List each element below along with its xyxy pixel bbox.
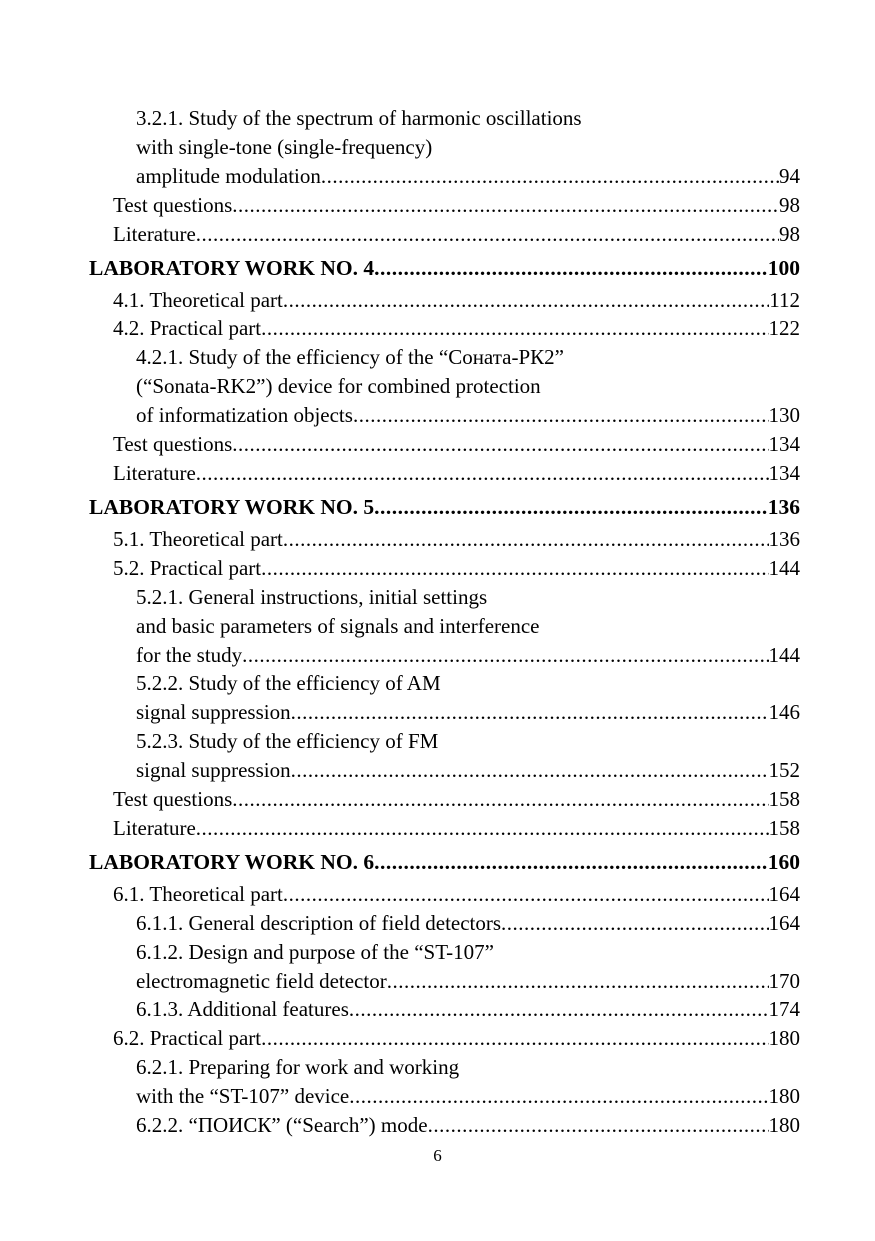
toc-section-entry <box>113 459 800 488</box>
toc-section-entry <box>113 220 800 249</box>
toc-chapter-entry <box>89 253 800 283</box>
toc-entry-line <box>113 880 800 909</box>
toc-section-entry <box>113 286 800 315</box>
toc-entry-line <box>113 430 800 459</box>
dot-leader <box>196 459 769 488</box>
toc-page-number: 130 <box>768 403 800 428</box>
dot-leader <box>349 995 769 1024</box>
toc-entry-title: 4.2. Practical part <box>113 316 262 341</box>
toc-entry-title-line: and basic parameters of signals and interference <box>136 613 540 638</box>
toc-entry-line <box>113 314 800 343</box>
toc-section-entry <box>113 191 800 220</box>
toc-page-number: 98 <box>779 192 800 217</box>
toc-page-number: 134 <box>768 460 800 485</box>
toc-page-number: 136 <box>767 494 800 519</box>
toc-subsection-entry <box>136 669 800 727</box>
dot-leader <box>232 785 768 814</box>
dot-leader <box>283 286 769 315</box>
dot-leader <box>374 847 768 877</box>
toc-entry-line <box>136 756 800 785</box>
toc-entry-line <box>113 1024 800 1053</box>
toc-page-number: 144 <box>768 555 800 580</box>
toc-section-entry <box>113 554 800 583</box>
toc-entry-title: for the study <box>136 642 243 667</box>
dot-leader <box>261 314 768 343</box>
toc-entry-title-line: (“Sonata-RK2”) device for combined protection <box>136 374 541 399</box>
toc-entry-title: 4.1. Theoretical part <box>113 287 283 312</box>
toc-entry-title: Test questions <box>113 192 233 217</box>
toc-entry-line <box>136 909 800 938</box>
toc-page-number: 94 <box>779 163 800 188</box>
toc-entry-title-line: 5.2.3. Study of the efficiency of FM <box>136 729 439 754</box>
dot-leader <box>501 909 768 938</box>
toc-section-entry <box>113 430 800 459</box>
dot-leader <box>374 253 768 283</box>
toc-entry-title-line: 6.2.1. Preparing for work and working <box>136 1055 460 1080</box>
toc-entry-title: Test questions <box>113 787 233 812</box>
toc-subsection-entry <box>136 583 800 670</box>
toc-subsection-entry <box>136 104 800 191</box>
toc-entry-title: 6.2.2. “ПОИСК” (“Search”) mode <box>136 1113 428 1138</box>
dot-leader <box>196 220 779 249</box>
toc-section-entry <box>113 785 800 814</box>
toc-entry-title-line: 5.2.1. General instructions, initial settings <box>136 584 488 609</box>
toc-subsection-entry <box>136 995 800 1024</box>
dot-leader <box>321 162 779 191</box>
toc-entry-title: 6.1.1. General description of field detectors <box>136 910 502 935</box>
toc-section-entry <box>113 525 800 554</box>
toc-entry-line <box>89 847 800 877</box>
toc-subsection-entry <box>136 727 800 785</box>
toc-entry-line <box>136 1111 800 1140</box>
toc-entry-title: 6.1. Theoretical part <box>113 881 283 906</box>
toc-page-number: 180 <box>768 1113 800 1138</box>
dot-leader <box>196 814 769 843</box>
toc-chapter-entry <box>89 847 800 877</box>
toc-entry-title-line: with single-tone (single-frequency) <box>136 134 433 159</box>
toc-entry-title: LABORATORY WORK NO. 5 <box>89 494 375 519</box>
dot-leader <box>232 191 779 220</box>
dot-leader <box>283 880 769 909</box>
toc-page-number: 112 <box>769 287 800 312</box>
toc-entry-title: 6.1.3. Additional features <box>136 997 349 1022</box>
toc-page-number: 164 <box>768 881 800 906</box>
toc-section-entry <box>113 880 800 909</box>
toc-page-number: 158 <box>768 815 800 840</box>
toc-entry-title-line: 4.2.1. Study of the efficiency of the “Соната-РК2” <box>136 345 564 370</box>
toc-section-entry <box>113 1024 800 1053</box>
toc-entry-line <box>136 995 800 1024</box>
toc-section-entry <box>113 314 800 343</box>
dot-leader <box>242 641 768 670</box>
toc-entry-title: amplitude modulation <box>136 163 321 188</box>
toc-entry-title-line: 3.2.1. Study of the spectrum of harmonic oscillations <box>136 106 582 130</box>
dot-leader <box>291 756 769 785</box>
dot-leader <box>428 1111 769 1140</box>
dot-leader <box>283 525 769 554</box>
dot-leader <box>387 967 769 996</box>
toc-entry-title: Literature <box>113 221 196 246</box>
toc-entry-line <box>113 286 800 315</box>
toc-entry-title: with the “ST-107” device <box>136 1084 350 1109</box>
toc-entry-line <box>89 492 800 522</box>
toc-entry-title: 5.2. Practical part <box>113 555 262 580</box>
dot-leader <box>374 492 768 522</box>
toc-page-number: 180 <box>768 1084 800 1109</box>
toc-entry-title: Test questions <box>113 432 233 457</box>
toc-subsection-entry <box>136 1053 800 1111</box>
toc-entry-line <box>136 698 800 727</box>
toc-entry-line <box>113 459 800 488</box>
toc-entry-line <box>136 967 800 996</box>
toc-page-number: 98 <box>779 221 800 246</box>
toc-entry-title: 5.1. Theoretical part <box>113 526 283 551</box>
toc-page-number: 134 <box>768 432 800 457</box>
dot-leader <box>261 554 768 583</box>
toc-entry-line <box>113 554 800 583</box>
toc-entry-title: LABORATORY WORK NO. 4 <box>89 255 375 280</box>
toc-entry-line <box>136 641 800 670</box>
toc-page-number: 174 <box>768 997 800 1022</box>
toc-entry-title: electromagnetic field detector <box>136 968 387 993</box>
toc-entry-line <box>136 1082 800 1111</box>
toc-page-number: 160 <box>767 849 800 874</box>
table-of-contents <box>0 104 875 1140</box>
toc-entry-line <box>136 162 800 191</box>
toc-entry-title-line: 5.2.2. Study of the efficiency of AM <box>136 671 441 696</box>
toc-page-number: 136 <box>768 526 800 551</box>
toc-entry-title: signal suppression <box>136 758 291 783</box>
toc-page-number: 180 <box>768 1026 800 1051</box>
toc-subsection-entry <box>136 909 800 938</box>
toc-entry-title: Literature <box>113 460 196 485</box>
toc-entry-title: signal suppression <box>136 700 291 725</box>
toc-page-number: 152 <box>768 758 800 783</box>
toc-entry-title: Literature <box>113 815 196 840</box>
toc-entry-line <box>113 191 800 220</box>
dot-leader <box>291 698 769 727</box>
dot-leader <box>353 401 769 430</box>
toc-entry-title-line: 6.1.2. Design and purpose of the “ST-107” <box>136 939 494 964</box>
toc-entry-line <box>113 785 800 814</box>
toc-subsection-entry <box>136 938 800 996</box>
toc-entry-line <box>113 814 800 843</box>
toc-subsection-entry <box>136 1111 800 1140</box>
page-number: 6 <box>433 1146 442 1165</box>
toc-entry-line <box>113 525 800 554</box>
dot-leader <box>349 1082 768 1111</box>
toc-page-number: 170 <box>768 968 800 993</box>
toc-entry-title: LABORATORY WORK NO. 6 <box>89 849 375 874</box>
toc-page-number: 146 <box>768 700 800 725</box>
toc-entry-line <box>136 401 800 430</box>
dot-leader <box>232 430 768 459</box>
toc-entry-line <box>113 220 800 249</box>
toc-entry-title: of informatization objects <box>136 403 353 428</box>
toc-page-number: 164 <box>768 910 800 935</box>
toc-page-number: 158 <box>768 787 800 812</box>
toc-page-number: 100 <box>767 255 800 280</box>
toc-entry-title: 6.2. Practical part <box>113 1026 262 1051</box>
dot-leader <box>261 1024 768 1053</box>
toc-section-entry <box>113 814 800 843</box>
toc-entry-line <box>89 253 800 283</box>
toc-chapter-entry <box>89 492 800 522</box>
toc-page-number: 122 <box>768 316 800 341</box>
toc-page-number: 144 <box>768 642 800 667</box>
toc-subsection-entry <box>136 343 800 430</box>
